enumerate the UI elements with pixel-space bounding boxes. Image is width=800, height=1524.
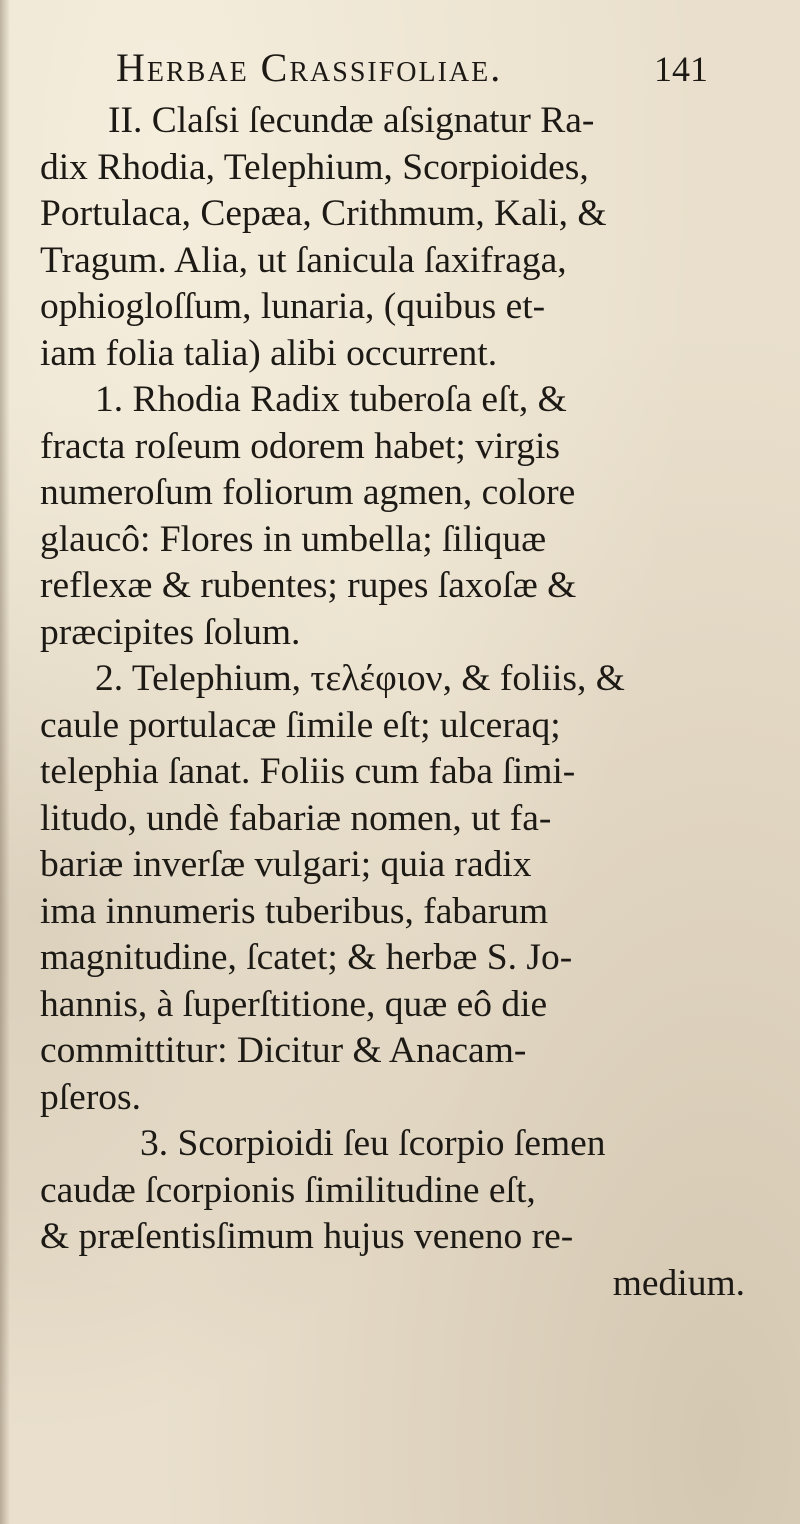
text-line: glaucô: Flores in umbella; ſiliquæ [40,518,547,560]
text-line: iam folia talia) alibi occurrent. [40,332,498,374]
body-text [40,98,775,1307]
text-line: fracta roſeum odorem habet; virgis [40,425,560,467]
text-line: 3. Scorpioidi ſeu ſcorpio ſemen [140,1123,606,1164]
text-line: committitur: Dicitur & Anacam- [40,1030,527,1071]
text-line: 1. Rhodia Radix tuberoſa eſt, & [95,379,567,420]
text-line: telephia ſanat. Foliis cum faba ſimi- [40,751,576,792]
text-line: pſeros. [40,1076,142,1118]
text-line: Portulaca, Cepæa, Crithmum, Kali, & [40,193,607,234]
text-line: caule portulacæ ſimile eſt; ulceraq; [40,704,561,746]
text-line: ima innumeris tuberibus, fabarum [40,890,549,932]
text-line: bariæ inverſæ vulgari; quia radix [40,844,532,885]
text-line: litudo, undè fabariæ nomen, ut fa- [40,797,552,839]
text-line: dix Rhodia, Telephium, Scorpioides, [40,146,589,188]
text-line: & præſentisſimum hujus veneno re- [40,1216,574,1257]
text-line: reflexæ & rubentes; rupes ſaxoſæ & [40,565,577,606]
text-line: numeroſum foliorum agmen, colore [40,472,576,513]
text-line: medium. [612,1262,745,1304]
text-line: præcipites ſolum. [40,611,301,653]
page-edge-shadow [0,0,10,1524]
text-line: II. Claſsi ſecundæ aſsignatur Ra- [108,100,595,141]
text-line: hannis, à ſuperſtitione, quæ eô die [40,983,548,1025]
running-title: Herbae Crassifoliae. [116,45,503,90]
page-header [108,38,748,98]
text-line: ophiogloſſum, lunaria, (quibus et- [40,286,546,327]
text-line: magnitudine, ſcatet; & herbæ S. Jo- [40,937,573,978]
text-line: 2. Telephium, τελέφιον, & foliis, & [95,658,625,699]
text-line: caudæ ſcorpionis ſimilitudine eſt, [40,1169,536,1211]
page-number: 141 [654,49,708,89]
text-line: Tragum. Alia, ut ſanicula ſaxifraga, [40,239,567,281]
